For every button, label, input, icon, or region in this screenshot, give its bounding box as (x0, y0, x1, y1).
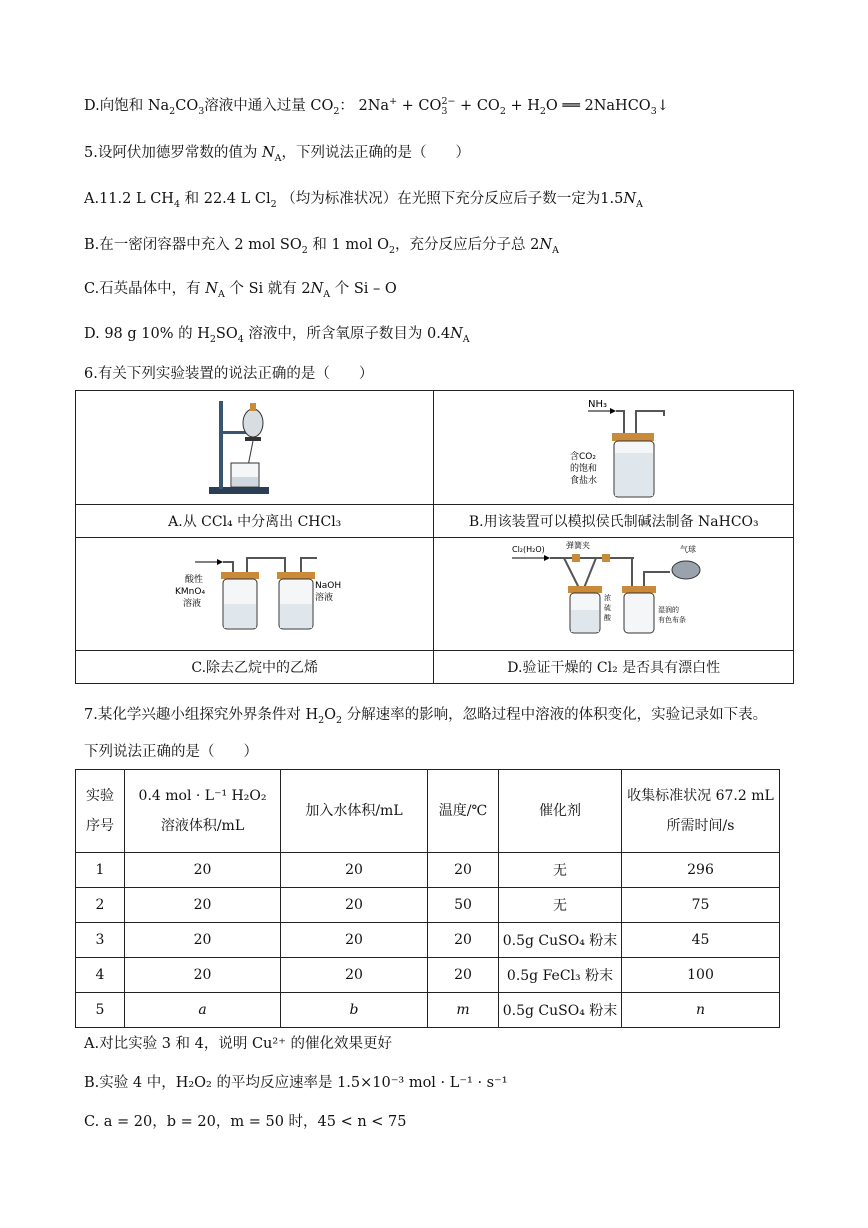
apparatus-b-image (434, 391, 794, 505)
gas-washing-bottle-icon (514, 391, 714, 501)
h1-2: 序号 (86, 818, 114, 834)
b-liquid-label-3: 食盐水 (569, 476, 597, 486)
cell: 20 (281, 923, 428, 958)
opt-c-1: C.石英晶体中，有 (84, 281, 201, 297)
cell: 5 (76, 993, 125, 1028)
c-right-label-2: 溶液 (314, 593, 333, 603)
table-row (76, 923, 780, 958)
c-left-label-3: 溶液 (182, 599, 201, 609)
opt-c-2: 个 Si 就有 2 (229, 281, 311, 297)
q5-stem: 5.设阿伏加德罗常数的值为 $N_A$，下列说法正确的是（ ） (84, 145, 471, 164)
opt-b-3: ，充分反应后分子总 2 (395, 237, 540, 253)
chlorine-bleach-test-icon (504, 538, 724, 638)
q7-stem-line2: 下列说法正确的是（ ） (84, 744, 258, 760)
cell: 20 (428, 853, 499, 888)
two-wash-bottles-icon (155, 538, 355, 638)
q5-option-b: B.在一密闭容器中充入 2 mol $SO_2$ 和 1 mol $O_2$，充分反应后分子总 $2N_A$ (84, 237, 559, 256)
caption-b: B.用该装置可以模拟侯氏制碱法制备 NaHCO₃ (434, 505, 794, 538)
table-row (76, 958, 780, 993)
opt-d-2: SO (215, 326, 238, 342)
opt-b-1: B.在一密闭容器中充入 2 mol SO (84, 237, 302, 253)
h1-1: 实验 (86, 788, 114, 804)
cell: 4 (76, 958, 125, 993)
b-liquid-label-2: 的饱和 (569, 464, 597, 474)
cell: 20 (281, 853, 428, 888)
apparatus-a-image (76, 391, 434, 505)
option-d-text: 溶液中通入过量 (204, 98, 306, 114)
q7-option-b: B.实验 4 中，H₂O₂ 的平均反应速率是 1.5×10⁻³ mol · L⁻¹ · s⁻¹ (84, 1075, 508, 1091)
d-clamp-label: 弹簧夹 (565, 541, 590, 550)
c-right-label-1: NaOH (314, 581, 341, 591)
cell: 20 (428, 958, 499, 993)
q6-stem: 6.有关下列实验装置的说法正确的是（ ） (84, 366, 374, 382)
q7-option-c: C. a = 20，b = 20，m = 50 时，45 < n < 75 (84, 1114, 407, 1130)
cell: 20 (125, 853, 281, 888)
apparatus-d-image (434, 538, 794, 651)
apparatus-table (75, 390, 794, 684)
header-time (622, 770, 780, 853)
c-left-label-1: 酸性 (184, 575, 203, 585)
q5-stem-text-2: ，下列说法正确的是（ ） (281, 145, 471, 161)
cell: m (428, 993, 499, 1028)
cell: 75 (622, 888, 780, 923)
h2-1: 0.4 mol · L⁻¹ H₂O₂ (138, 788, 267, 804)
cell: 20 (125, 923, 281, 958)
q4-option-d: D.向饱和 $Na_2CO_3$溶液中通入过量 $CO_2$： $2Na^+ + CO_3^{2-} + CO_2 + H_2O$ ══ 2NaHCO$_3$↓ (84, 96, 669, 117)
q7-stem-1: 7.某化学兴趣小组探究外界条件对 H (84, 707, 319, 723)
h6-2: 所需时间/s (666, 818, 735, 834)
eq-nahco3: 2NaHCO (584, 98, 651, 114)
d-right-label-1: 湿润的 (657, 606, 679, 614)
d-left-label-3: 酸 (603, 614, 611, 622)
d-left-label-1: 浓 (603, 594, 611, 602)
opt-a-2: 和 22.4 L Cl (184, 191, 271, 207)
cell: 20 (125, 888, 281, 923)
cell: 45 (622, 923, 780, 958)
header-h2o2-volume (125, 770, 281, 853)
cell: 1 (76, 853, 125, 888)
cell: 0.5g CuSO₄ 粉末 (499, 923, 622, 958)
opt-d-3: 溶液中，所含氧原子数目为 0.4 (248, 326, 451, 342)
cell: 20 (281, 958, 428, 993)
caption-c: C.除去乙烷中的乙烯 (76, 651, 434, 684)
cell: 0.5g FeCl₃ 粉末 (499, 958, 622, 993)
d-balloon-label: 气球 (679, 545, 696, 554)
b-liquid-label-1: 含CO₂ (569, 452, 596, 462)
d-right-label-2: 有色布条 (657, 616, 686, 624)
q7-stem-2: O (324, 707, 337, 723)
cell: 20 (428, 923, 499, 958)
opt-a-1: A.11.2 L CH (84, 191, 174, 207)
cell: 3 (76, 923, 125, 958)
cell: b (281, 993, 428, 1028)
separatory-funnel-icon (195, 391, 315, 501)
experiment-table (75, 769, 780, 1028)
opt-c-3: 个 Si – O (334, 281, 397, 297)
b-gas-label: NH₃ (587, 399, 607, 410)
cell: 0.5g CuSO₄ 粉末 (499, 993, 622, 1028)
q7-stem-3: 分解速率的影响，忽略过程中溶液的体积变化，实验记录如下表。 (346, 707, 768, 723)
caption-a: A.从 CCl₄ 中分离出 CHCl₃ (76, 505, 434, 538)
apparatus-c-image (76, 538, 434, 651)
cell: 无 (499, 888, 622, 923)
cell: n (622, 993, 780, 1028)
header-temperature: 温度/℃ (428, 770, 499, 853)
header-exp-no (76, 770, 125, 853)
cell: 2 (76, 888, 125, 923)
opt-d-1: D. 98 g 10% 的 H (84, 326, 210, 342)
q5-stem-text: 5.设阿伏加德罗常数的值为 (84, 145, 258, 161)
cell: 50 (428, 888, 499, 923)
cell: 无 (499, 853, 622, 888)
h6-1: 收集标准状况 67.2 mL (627, 788, 774, 804)
caption-d: D.验证干燥的 Cl₂ 是否具有漂白性 (434, 651, 794, 684)
q7-stem: 7.某化学兴趣小组探究外界条件对 $H_2O_2$ 分解速率的影响，忽略过程中溶液的体积变化，实验记录如下表。 (84, 707, 768, 726)
eq-na: 2Na (358, 98, 390, 114)
cell: 20 (125, 958, 281, 993)
table-row (76, 853, 780, 888)
cell: a (125, 993, 281, 1028)
q5-option-c: C.石英晶体中，有 $N_A$ 个 Si 就有 $2N_A$ 个 Si – O (84, 281, 397, 300)
q5-option-a: A.11.2 L $CH_4$ 和 22.4 L $Cl_2$ （均为标准状况）在光照下充分反应后子数一定为$1.5N_A$ (84, 191, 643, 210)
d-left-label-2: 硫 (603, 604, 611, 612)
d-gas-label: Cl₂(H₂O) (511, 545, 545, 554)
cell: 296 (622, 853, 780, 888)
q5-option-d: D. 98 g 10% 的 $H_2SO_4$ 溶液中，所含氧原子数目为 $0.4N_A$ (84, 326, 470, 345)
table-row (76, 888, 780, 923)
c-left-label-2: KMnO₄ (174, 587, 205, 597)
header-water-volume: 加入水体积/mL (281, 770, 428, 853)
option-d-label: D.向饱和 (84, 98, 144, 114)
q7-option-a: A.对比实验 3 和 4，说明 Cu²⁺ 的催化效果更好 (84, 1036, 392, 1052)
precipitate-arrow: ↓ (656, 98, 669, 114)
opt-b-2: 和 1 mol O (312, 237, 389, 253)
colon: ： (339, 98, 354, 114)
cell: 20 (281, 888, 428, 923)
h2-2: 溶液体积/mL (160, 818, 245, 834)
table-row (76, 993, 780, 1028)
opt-a-3: （均为标准状况）在光照下充分反应后子数一定为1.5 (281, 191, 624, 207)
cell: 100 (622, 958, 780, 993)
header-catalyst: 催化剂 (499, 770, 622, 853)
table-header-row (76, 770, 780, 853)
